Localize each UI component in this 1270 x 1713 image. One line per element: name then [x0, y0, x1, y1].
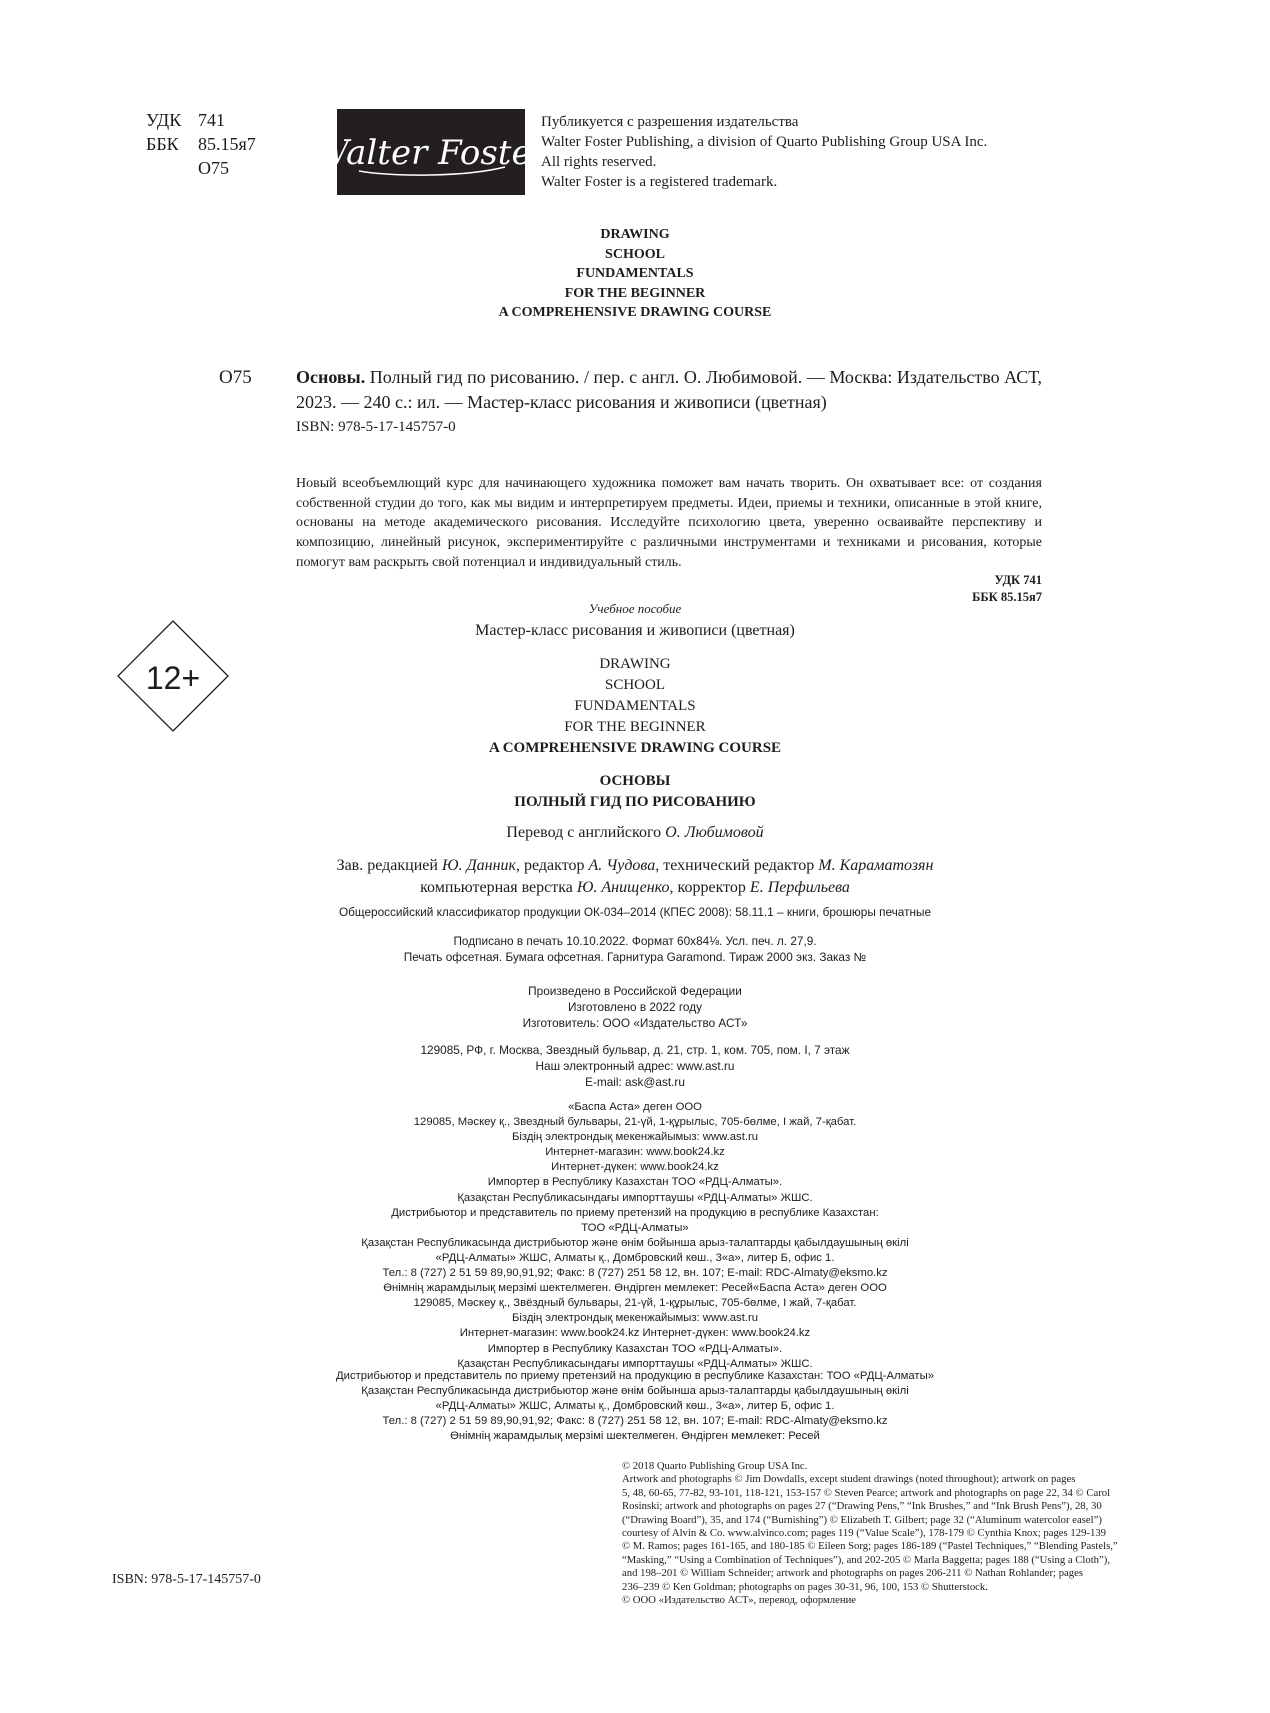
copyright-line: 5, 48, 60-65, 77-82, 93-101, 118-121, 153-157 © Steven Pearce; artwork and photographs on page 22, 34 © Carol: [622, 1486, 1111, 1499]
editor-name: Ю. Данник: [441, 857, 516, 874]
biblio-description: Полный гид по рисованию. / пер. с англ. О. Любимовой. — Москва: Издательство АСТ, 2023. — 240 с.: ил. — Мастер-класс рисования и живописи (цветная): [296, 367, 1042, 412]
isbn-footer: ISBN: 978-5-17-145757-0: [112, 1572, 261, 1587]
imprint-title-ru: [0, 771, 1270, 813]
copyright-line: 236–239 © Ken Goldman; photographs on pages 30-31, 96, 100, 153 © Shutterstock.: [622, 1580, 988, 1593]
original-title-line: DRAWING: [600, 227, 670, 242]
catalog-code-key: ББК: [146, 134, 179, 154]
imprint-title-en-line: SCHOOL: [604, 677, 665, 693]
kz-line: Біздің электрондық мекенжайымыз: www.ast.ru: [511, 1131, 759, 1144]
editor-role: , корректор: [669, 879, 750, 896]
copyright-line: courtesy of Alvin & Co. www.alvinco.com; pages 119 (“Value Scale”), 178-179 © Cynthia Knox; pages 129-139: [622, 1527, 1107, 1540]
kz-line: Өнімнің жарамдылық мерзімі шектелмеген. Өндірген мемлекет: Ресей«Баспа Аста» деген ООО: [383, 1282, 887, 1295]
kz-line: Қазақстан Республикасындағы импорттаушы «РДЦ-Алматы» ЖШС.: [457, 1357, 813, 1370]
kz-line: «Баспа Аста» деген ООО: [568, 1101, 702, 1113]
kz-line: Қазақстан Республикасында дистрибьютор және өнім бойынша арыз-талаптарды қабылдаушының өкілі: [361, 1236, 909, 1249]
svg-text:12+: 12+: [145, 660, 201, 696]
kz-line: «РДЦ-Алматы» ЖШС, Алматы қ., Домбровский көш., 3«а», литер Б, офис 1.: [435, 1251, 835, 1264]
kazakhstan-info-1: [0, 1100, 1270, 1372]
rights-line: Публикуется с разрешения издательства: [541, 114, 799, 130]
original-title-line: A COMPREHENSIVE DRAWING COURSE: [498, 305, 772, 320]
catalog-code-row: [146, 156, 256, 180]
copyright-line: Artwork and photographs © Jim Dowdalls, except student drawings (noted throughout); artwork on pages: [622, 1473, 1076, 1486]
editor-role: компьютерная верстка: [420, 879, 577, 896]
rights-line: All rights reserved.: [541, 154, 657, 170]
imprint-title-en: [0, 654, 1270, 759]
imprint-title-en-line: FOR THE BEGINNER: [564, 719, 706, 735]
kz-line: Тел.: 8 (727) 2 51 59 89,90,91,92; Факс: 8 (727) 251 58 12, вн. 107; E-mail: RDC-Almaty@eksmo.kz: [382, 1415, 888, 1428]
copyright-line: © 2018 Quarto Publishing Group USA Inc.: [622, 1460, 808, 1472]
imprint-title-en-subtitle: A COMPREHENSIVE DRAWING COURSE: [488, 740, 782, 756]
catalog-code-row: [146, 132, 256, 156]
kz-line: Интернет-магазин: www.book24.kz Интернет-дүкен: www.book24.kz: [459, 1327, 811, 1340]
annotation-udk: УДК 741: [994, 573, 1042, 587]
imprint-title-ru-line: ОСНОВЫ: [599, 773, 671, 789]
publisher-address: [0, 1042, 1270, 1090]
print-line: Печать офсетная. Бумага офсетная. Гарнитура Garamond. Тираж 2000 экз. Заказ №: [403, 950, 867, 964]
original-title-line: FOR THE BEGINNER: [564, 285, 706, 301]
kz-line: Дистрибьютор и представитель по приему претензий на продукцию в республике Казахстан: ТОО «РДЦ-Алматы»: [335, 1370, 934, 1382]
genre-label: Учебное пособие: [588, 601, 682, 616]
biblio-author-code: О75: [219, 367, 252, 388]
kz-line: ТОО «РДЦ-Алматы»: [581, 1221, 689, 1234]
biblio-title: Основы.: [296, 367, 366, 387]
kz-line: Қазақстан Республикасында дистрибьютор және өнім бойынша арыз-талаптарды қабылдаушының өкілі: [361, 1385, 909, 1398]
biblio-isbn: ISBN: 978-5-17-145757-0: [296, 419, 456, 435]
rights-line: Walter Foster Publishing, a division of Quarto Publishing Group USA Inc.: [541, 134, 988, 150]
copyright-line: and 198–201 © William Schneider; artwork and photographs on pages 206-211 © Nathan Rohlander; pages: [622, 1567, 1084, 1580]
print-line: Подписано в печать 10.10.2022. Формат 60х84⅛. Усл. печ. л. 27,9.: [453, 934, 817, 948]
svg-text:Walter Foster: Walter Foster: [314, 133, 548, 173]
kz-line: «РДЦ-Алматы» ЖШС, Алматы қ., Домбровский көш., 3«а», литер Б, офис 1.: [435, 1400, 835, 1413]
kz-line: Дистрибьютор и представитель по приему претензий на продукцию в республике Казахстан:: [391, 1206, 879, 1219]
editor-name: Ю. Анищенко: [576, 879, 670, 896]
kz-line: Тел.: 8 (727) 2 51 59 89,90,91,92; Факс: 8 (727) 251 58 12, вн. 107; E-mail: RDC-Almaty@eksmo.kz: [382, 1267, 888, 1280]
catalog-code-value: 85.15я7: [198, 134, 256, 154]
annotation: Новый всеобъемлющий курс для начинающего художника поможет вам начать творить. Он охватывает все: от создания собственной студии до того, как мы видим и интерпретируем предметы. Идеи, приемы и техники, описанные в этой книге, основаны на методе академического рисования. Исследуйте психологию цвета, уверенно осваивайте перспективу и композицию, линейный рисунок, экспериментируйте с различными инструментами и техниками и рисования, которые помогут вам раскрыть свой потенциал и индивидуальный стиль.: [296, 476, 1042, 570]
editorial-credit-line: [0, 855, 1270, 877]
manufacturer-info: [0, 983, 1270, 1031]
biblio-record: [296, 365, 1042, 440]
copyright-line: © M. Ramos; pages 161-165, and 180-185 © Eileen Sorg; pages 186-189 (“Pastel Techniques,” “Blending Pastels,”: [622, 1540, 1118, 1553]
manufacturer-line: Изготовлено в 2022 году: [567, 1000, 703, 1014]
imprint-title-en-line: DRAWING: [599, 656, 671, 672]
series-name: Мастер-класс рисования и живописи (цветная): [475, 622, 795, 639]
print-details: [0, 933, 1270, 965]
kz-line: Қазақстан Республикасындағы импорттаушы «РДЦ-Алматы» ЖШС.: [457, 1191, 813, 1204]
translator-name: О. Любимовой: [665, 824, 764, 841]
catalog-codes: [146, 108, 256, 180]
product-classifier: Общероссийский классификатор продукции ОК-034–2014 (КПЕС 2008): 58.11.1 – книги, брошюры печатные: [338, 905, 932, 919]
address-line: 129085, РФ, г. Москва, Звездный бульвар, д. 21, стр. 1, ком. 705, пом. I, 7 этаж: [420, 1043, 850, 1057]
logo-script-icon: [314, 117, 548, 187]
address-line: Наш электронный адрес: www.ast.ru: [535, 1059, 735, 1073]
kazakhstan-info-2: [0, 1369, 1270, 1444]
editor-name: А. Чудова,: [588, 857, 660, 874]
manufacturer-line: Произведено в Российской Федерации: [528, 984, 742, 998]
walter-foster-logo: [314, 109, 548, 195]
rights-notice: [541, 112, 987, 192]
copyright-notice: [622, 1460, 1182, 1607]
copyright-line: “Masking,” “Using a Combination of Techniques”), and 202-205 © Marla Baggetta; pages 188 (“Using a Cloth”),: [622, 1553, 1110, 1566]
editorial-credits: [0, 855, 1270, 899]
editorial-credit-line: [0, 877, 1270, 899]
catalog-code-value: 741: [198, 110, 225, 130]
imprint-title-ru-line: ПОЛНЫЙ ГИД ПО РИСОВАНИЮ: [514, 794, 756, 810]
editor-role: технический редактор: [659, 857, 819, 874]
catalog-code-row: [146, 108, 256, 132]
catalog-code-value: О75: [198, 158, 229, 178]
translation-credit: [0, 824, 1270, 842]
copyright-line: Rosinski; artwork and photographs on pages 27 (“Drawing Pens,” “Ink Brushes,” and “Ink Brush Pens”), 28, 30: [622, 1500, 1102, 1513]
annotation-bbk: ББК 85.15я7: [972, 590, 1042, 604]
copyright-line: © ООО «Издательство АСТ», перевод, оформление: [622, 1594, 857, 1607]
kz-line: 129085, Мәскеу қ., Звёздный бульвары, 21-үй, 1-құрылыс, 705-бөлме, I жай, 7-қабат.: [413, 1297, 857, 1310]
original-title: [0, 225, 1270, 323]
kz-line: Интернет-магазин: www.book24.kz: [545, 1146, 725, 1159]
address-line: E-mail: ask@ast.ru: [585, 1075, 685, 1089]
editor-name: М. Караматозян: [818, 857, 934, 874]
editor-role: Зав. редакцией: [336, 857, 442, 874]
original-title-line: SCHOOL: [605, 246, 665, 262]
editor-role: , редактор: [516, 857, 589, 874]
catalog-code-key: УДК: [146, 110, 182, 130]
kz-line: Интернет-дүкен: www.book24.kz: [551, 1161, 719, 1174]
imprint-title-en-line: FUNDAMENTALS: [574, 698, 696, 714]
manufacturer-line: Изготовитель: ООО «Издательство АСТ»: [522, 1016, 748, 1030]
kz-line: 129085, Мәскеу қ., Звездный бульвары, 21-үй, 1-құрылыс, 705-бөлме, I жай, 7-қабат.: [413, 1116, 857, 1129]
kz-line: Импортер в Республику Казахстан ТОО «РДЦ-Алматы».: [487, 1342, 783, 1355]
kz-line: Өнімнің жарамдылық мерзімі шектелмеген. Өндірген мемлекет: Ресей: [450, 1430, 820, 1443]
original-title-line: FUNDAMENTALS: [576, 266, 694, 281]
kz-line: Біздің электрондық мекенжайымыз: www.ast.ru: [511, 1312, 759, 1325]
kz-line: Импортер в Республику Казахстан ТОО «РДЦ-Алматы».: [487, 1176, 783, 1189]
translation-label: Перевод с английского: [506, 824, 666, 841]
rights-line: Walter Foster is a registered trademark.: [541, 174, 778, 190]
editor-name: Е. Перфильева: [749, 879, 850, 896]
copyright-line: (“Drawing Board”), 35, and 174 (“Burnishing”) © Elizabeth T. Gilbert; page 32 (“Aluminum watercolor easel”): [622, 1513, 1102, 1526]
